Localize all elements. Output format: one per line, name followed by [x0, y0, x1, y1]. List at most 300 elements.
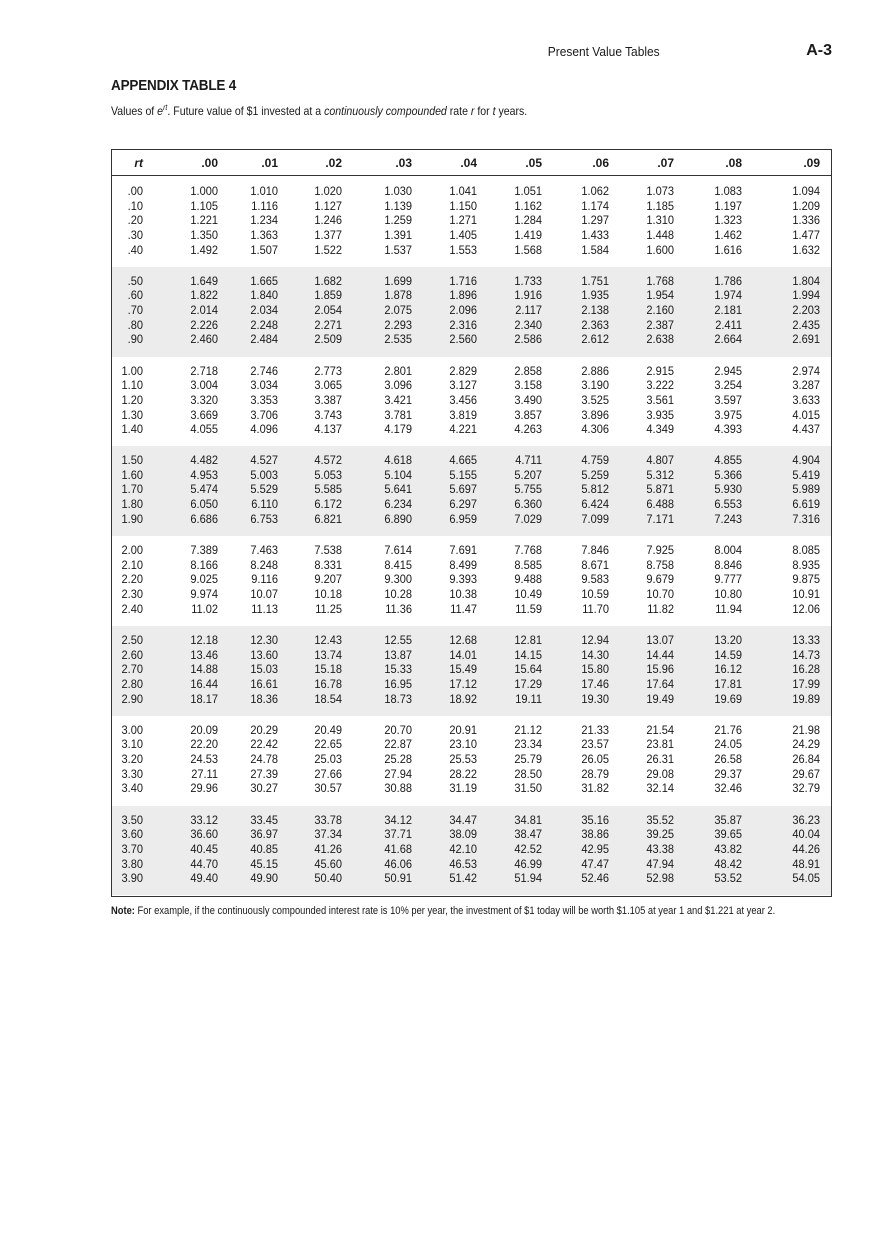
table-row — [112, 662, 831, 676]
table-cell: 8.585 — [514, 557, 542, 572]
table-cell: 5.755 — [514, 482, 542, 497]
table-cell: 26.84 — [792, 751, 820, 766]
table-cell: 1.051 — [514, 184, 542, 198]
rt-value: .20 — [127, 213, 143, 227]
note-label: Note: — [111, 905, 135, 917]
table-cell: 29.96 — [190, 781, 218, 796]
table-cell: 1.507 — [250, 242, 278, 257]
table-cell: 3.387 — [314, 392, 342, 407]
table-cell: 6.297 — [449, 497, 477, 512]
rt-value: .60 — [127, 288, 143, 303]
table-cell: 4.263 — [514, 422, 542, 437]
table-cell: 40.85 — [250, 841, 278, 856]
table-row — [112, 318, 831, 332]
table-cell: 1.822 — [190, 288, 218, 303]
table-cell: 3.190 — [581, 378, 609, 393]
table-cell: 1.974 — [714, 288, 742, 303]
table-cell: 2.460 — [190, 332, 218, 347]
table-cell: 5.003 — [250, 467, 278, 482]
table-cell: 4.527 — [250, 453, 278, 468]
table-cell: 21.33 — [581, 722, 609, 737]
table-row — [112, 587, 831, 601]
table-cell: 2.316 — [449, 317, 477, 332]
table-cell: 11.25 — [315, 601, 342, 616]
table-cell: 31.82 — [581, 781, 609, 796]
table-cell: 18.36 — [250, 691, 278, 706]
table-cell: 6.821 — [314, 511, 342, 526]
table-row — [112, 813, 831, 827]
table-cell: 5.474 — [190, 482, 218, 497]
table-block — [112, 357, 831, 447]
table-cell: 1.804 — [792, 273, 820, 288]
caption-exponent: rt — [163, 103, 168, 112]
table-cell: 15.80 — [581, 662, 609, 676]
table-cell: 6.686 — [190, 511, 218, 526]
rt-value: 1.80 — [121, 497, 143, 512]
table-cell: 25.28 — [384, 751, 412, 766]
table-cell: 1.174 — [581, 198, 609, 213]
table-cell: 23.10 — [449, 737, 477, 752]
table-cell: 3.096 — [384, 378, 412, 393]
table-cell: 32.14 — [646, 781, 674, 796]
table-cell: 22.65 — [314, 737, 342, 752]
table-cell: 25.79 — [514, 751, 542, 766]
table-cell: 21.76 — [714, 722, 742, 737]
table-cell: 4.393 — [714, 422, 742, 437]
table-cell: 4.055 — [190, 422, 218, 437]
table-row — [112, 752, 831, 766]
table-cell: 6.890 — [384, 511, 412, 526]
table-cell: 10.80 — [714, 587, 742, 602]
table-cell: 16.28 — [792, 662, 820, 676]
table-cell: 8.758 — [646, 557, 674, 572]
table-cell: 48.91 — [792, 856, 820, 871]
table-cell: 24.29 — [792, 737, 820, 752]
table-cell: 39.25 — [646, 827, 674, 842]
table-cell: 7.691 — [449, 543, 477, 558]
rt-value: 1.10 — [121, 378, 143, 393]
table-cell: 3.320 — [190, 392, 218, 407]
table-cell: 18.92 — [449, 691, 477, 706]
table-note — [111, 905, 775, 917]
table-cell: 4.665 — [449, 453, 477, 468]
table-cell: 2.638 — [646, 332, 674, 347]
table-cell: 2.945 — [714, 363, 742, 378]
table-cell: 28.22 — [449, 766, 477, 781]
table-cell: 1.682 — [314, 273, 342, 288]
caption-italic: continuously compounded — [324, 104, 447, 118]
table-cell: 5.419 — [792, 467, 820, 482]
table-cell: 34.81 — [514, 812, 542, 827]
table-cell: 7.099 — [581, 511, 609, 526]
table-cell: 31.19 — [449, 781, 477, 796]
table-cell: 1.259 — [384, 213, 412, 227]
table-cell: 31.50 — [514, 781, 542, 796]
table-row — [112, 677, 831, 691]
table-cell: 10.59 — [581, 587, 609, 602]
table-cell: 6.050 — [190, 497, 218, 512]
column-header: .03 — [395, 156, 412, 170]
table-row — [112, 482, 831, 496]
rt-value: .90 — [127, 332, 143, 347]
table-row — [112, 692, 831, 706]
table-cell: 52.46 — [581, 871, 609, 886]
column-header: .05 — [525, 156, 542, 170]
table-cell: 2.203 — [792, 302, 820, 317]
table-cell: 8.166 — [190, 557, 218, 572]
table-cell: 22.20 — [190, 737, 218, 752]
table-header-row — [112, 150, 831, 176]
table-cell: 2.181 — [714, 302, 742, 317]
table-cell: 4.221 — [449, 422, 477, 437]
table-cell: 1.116 — [251, 198, 278, 213]
rt-value: 1.60 — [121, 467, 143, 482]
table-cell: 1.246 — [314, 213, 342, 227]
table-cell: 33.45 — [250, 812, 278, 827]
table-cell: 47.47 — [581, 856, 609, 871]
table-cell: 40.04 — [792, 827, 820, 842]
table-cell: 3.287 — [792, 378, 820, 393]
table-cell: 26.58 — [714, 751, 742, 766]
table-cell: 6.553 — [714, 497, 742, 512]
table-cell: 15.33 — [384, 662, 412, 676]
table-cell: 13.74 — [314, 647, 342, 662]
table-cell: 5.641 — [384, 482, 412, 497]
table-cell: 12.55 — [384, 633, 412, 647]
table-cell: 18.73 — [384, 691, 412, 706]
table-cell: 1.363 — [250, 228, 278, 242]
table-cell: 19.69 — [714, 691, 742, 706]
table-cell: 1.020 — [314, 184, 342, 198]
table-cell: 6.619 — [792, 497, 820, 512]
running-header — [0, 40, 880, 64]
table-cell: 2.117 — [515, 302, 542, 317]
rt-value: 2.60 — [121, 647, 143, 662]
table-cell: 3.004 — [190, 378, 218, 393]
table-cell: 21.12 — [514, 722, 542, 737]
table-row — [112, 648, 831, 662]
table-cell: 5.585 — [314, 482, 342, 497]
caption-t: t — [492, 104, 496, 118]
table-cell: 5.312 — [646, 467, 674, 482]
table-cell: 3.254 — [714, 378, 742, 393]
table-row — [112, 737, 831, 751]
table-row — [112, 199, 831, 213]
table-cell: 14.73 — [792, 647, 820, 662]
table-cell: 1.954 — [646, 288, 674, 303]
table-cell: 3.127 — [449, 378, 477, 393]
table-cell: 10.18 — [314, 587, 342, 602]
table-cell: 4.953 — [190, 467, 218, 482]
table-cell: 53.52 — [714, 871, 742, 886]
rt-value: 3.60 — [121, 827, 143, 842]
table-cell: 2.271 — [314, 317, 342, 332]
table-caption — [111, 103, 527, 118]
table-cell: 19.30 — [581, 691, 609, 706]
table-cell: 19.11 — [515, 691, 542, 706]
table-cell: 45.60 — [314, 856, 342, 871]
table-cell: 21.54 — [646, 722, 674, 737]
column-header: .06 — [592, 156, 609, 170]
rt-value: 2.10 — [121, 557, 143, 572]
table-row — [112, 871, 831, 885]
table-cell: 4.855 — [714, 453, 742, 468]
table-cell: 15.18 — [314, 662, 342, 676]
table-cell: 8.415 — [384, 557, 412, 572]
table-cell: 1.391 — [384, 228, 412, 242]
table-cell: 3.353 — [250, 392, 278, 407]
table-row — [112, 332, 831, 346]
table-cell: 2.363 — [581, 317, 609, 332]
table-cell: 3.490 — [514, 392, 542, 407]
rt-value: .70 — [127, 302, 143, 317]
table-cell: 17.46 — [581, 677, 609, 691]
table-block — [112, 716, 831, 806]
table-cell: 37.34 — [314, 827, 342, 842]
table-cell: 11.02 — [191, 601, 218, 616]
rt-value: 1.40 — [121, 422, 143, 437]
table-cell: 12.81 — [514, 633, 542, 647]
table-cell: 5.053 — [314, 467, 342, 482]
table-cell: 15.49 — [449, 662, 477, 676]
table-cell: 1.350 — [190, 228, 218, 242]
column-header: .00 — [201, 156, 218, 170]
rt-value: .00 — [127, 184, 143, 198]
rt-value: 3.70 — [121, 841, 143, 856]
table-cell: 50.40 — [314, 871, 342, 886]
table-cell: 7.171 — [646, 511, 674, 526]
table-cell: 3.857 — [514, 407, 542, 422]
table-cell: 30.57 — [314, 781, 342, 796]
table-row — [112, 827, 831, 841]
table-cell: 1.600 — [646, 242, 674, 257]
table-cell: 1.751 — [581, 273, 609, 288]
table-cell: 1.284 — [514, 213, 542, 227]
table-cell: 29.08 — [646, 766, 674, 781]
table-cell: 3.597 — [714, 392, 742, 407]
table-cell: 9.679 — [646, 572, 674, 587]
table-cell: 1.994 — [792, 288, 820, 303]
table-cell: 10.07 — [250, 587, 278, 602]
table-cell: 1.462 — [714, 228, 742, 242]
table-cell: 42.95 — [581, 841, 609, 856]
table-cell: 22.87 — [384, 737, 412, 752]
table-row — [112, 558, 831, 572]
table-cell: 7.389 — [190, 543, 218, 558]
table-cell: 23.34 — [514, 737, 542, 752]
column-header: .04 — [460, 156, 477, 170]
table-cell: 1.935 — [581, 288, 609, 303]
table-cell: 2.248 — [250, 317, 278, 332]
table-cell: 13.07 — [646, 633, 674, 647]
table-cell: 2.612 — [581, 332, 609, 347]
table-cell: 1.010 — [250, 184, 278, 198]
table-cell: 1.448 — [646, 228, 674, 242]
table-cell: 14.30 — [581, 647, 609, 662]
table-cell: 23.81 — [646, 737, 674, 752]
table-cell: 42.10 — [449, 841, 477, 856]
table-cell: 1.185 — [646, 198, 674, 213]
table-cell: 3.034 — [250, 378, 278, 393]
table-row — [112, 288, 831, 302]
table-row — [112, 422, 831, 436]
table-cell: 26.31 — [646, 751, 674, 766]
table-cell: 18.17 — [190, 691, 218, 706]
table-cell: 1.297 — [581, 213, 609, 227]
table-cell: 16.44 — [190, 677, 218, 691]
table-cell: 2.014 — [190, 302, 218, 317]
table-cell: 2.054 — [314, 302, 342, 317]
table-row — [112, 213, 831, 227]
table-cell: 2.509 — [314, 332, 342, 347]
table-cell: 11.47 — [450, 601, 477, 616]
table-cell: 9.777 — [714, 572, 742, 587]
table-cell: 2.829 — [449, 363, 477, 378]
table-cell: 2.138 — [581, 302, 609, 317]
table-cell: 29.67 — [792, 766, 820, 781]
table-cell: 4.179 — [384, 422, 412, 437]
caption-mid: . Future value of $1 invested at a — [167, 104, 325, 118]
table-cell: 49.40 — [190, 871, 218, 886]
table-cell: 9.300 — [384, 572, 412, 587]
table-cell: 38.47 — [514, 827, 542, 842]
table-cell: 6.959 — [449, 511, 477, 526]
rt-value: 1.00 — [121, 363, 143, 378]
table-cell: 14.01 — [449, 647, 477, 662]
table-cell: 11.82 — [647, 601, 674, 616]
table-cell: 35.87 — [714, 812, 742, 827]
table-row — [112, 857, 831, 871]
table-cell: 38.86 — [581, 827, 609, 842]
note-text: For example, if the continuously compounded interest rate is 10% per year, the investment of $1 today will be worth $1.105 at year 1 and $1.221 at year 2. — [134, 905, 776, 917]
table-cell: 23.57 — [581, 737, 609, 752]
table-cell: 2.484 — [250, 332, 278, 347]
table-cell: 3.633 — [792, 392, 820, 407]
table-cell: 1.522 — [314, 242, 342, 257]
rt-value: 3.50 — [121, 812, 143, 827]
table-cell: 54.05 — [792, 871, 820, 886]
table-cell: 1.859 — [314, 288, 342, 303]
table-cell: 12.06 — [792, 601, 820, 616]
table-cell: 2.435 — [792, 317, 820, 332]
table-cell: 1.419 — [514, 228, 542, 242]
table-cell: 17.29 — [514, 677, 542, 691]
table-cell: 9.583 — [581, 572, 609, 587]
table-cell: 4.096 — [250, 422, 278, 437]
table-cell: 3.561 — [646, 392, 674, 407]
table-row — [112, 378, 831, 392]
table-cell: 44.70 — [190, 856, 218, 871]
table-cell: 2.974 — [792, 363, 820, 378]
column-header: .01 — [261, 156, 278, 170]
table-cell: 1.553 — [449, 242, 477, 257]
table-cell: 4.904 — [792, 453, 820, 468]
table-cell: 9.488 — [514, 572, 542, 587]
table-cell: 1.094 — [792, 184, 820, 198]
table-cell: 1.665 — [250, 273, 278, 288]
table-cell: 7.846 — [581, 543, 609, 558]
table-cell: 4.618 — [384, 453, 412, 468]
table-cell: 35.16 — [581, 812, 609, 827]
table-cell: 1.336 — [792, 213, 820, 227]
table-cell: 24.05 — [714, 737, 742, 752]
caption-for: for — [474, 104, 493, 118]
table-cell: 40.45 — [190, 841, 218, 856]
table-cell: 2.096 — [449, 302, 477, 317]
table-cell: 17.64 — [646, 677, 674, 691]
table-cell: 1.537 — [384, 242, 412, 257]
table-cell: 8.935 — [792, 557, 820, 572]
table-cell: 7.316 — [792, 511, 820, 526]
table-cell: 32.46 — [714, 781, 742, 796]
table-cell: 25.03 — [314, 751, 342, 766]
table-cell: 3.896 — [581, 407, 609, 422]
table-cell: 3.222 — [646, 378, 674, 393]
table-cell: 1.840 — [250, 288, 278, 303]
table-cell: 1.030 — [384, 184, 412, 198]
table-cell: 46.99 — [514, 856, 542, 871]
table-cell: 1.234 — [250, 213, 278, 227]
table-row — [112, 184, 831, 198]
table-cell: 1.768 — [646, 273, 674, 288]
table-cell: 8.004 — [714, 543, 742, 558]
table-row — [112, 497, 831, 511]
table-row — [112, 767, 831, 781]
table-cell: 27.94 — [384, 766, 412, 781]
table-cell: 44.26 — [792, 841, 820, 856]
table-row — [112, 468, 831, 482]
table-cell: 35.52 — [646, 812, 674, 827]
table-cell: 38.09 — [449, 827, 477, 842]
column-header: rt — [134, 156, 143, 170]
table-cell: 41.68 — [384, 841, 412, 856]
column-header: .08 — [725, 156, 742, 170]
table-cell: 25.53 — [449, 751, 477, 766]
table-cell: 28.50 — [514, 766, 542, 781]
table-cell: 12.30 — [250, 633, 278, 647]
table-row — [112, 723, 831, 737]
table-cell: 16.61 — [250, 677, 278, 691]
table-cell: 9.207 — [314, 572, 342, 587]
table-cell: 12.43 — [314, 633, 342, 647]
column-header: .02 — [325, 156, 342, 170]
table-cell: 5.207 — [514, 467, 542, 482]
table-cell: 32.79 — [792, 781, 820, 796]
rt-value: 2.90 — [121, 691, 143, 706]
table-cell: 2.773 — [314, 363, 342, 378]
rt-value: .80 — [127, 317, 143, 332]
rt-value: 1.30 — [121, 407, 143, 422]
table-block — [112, 536, 831, 626]
table-cell: 1.000 — [190, 184, 218, 198]
table-cell: 51.94 — [514, 871, 542, 886]
table-cell: 4.349 — [646, 422, 674, 437]
table-cell: 52.98 — [646, 871, 674, 886]
rt-value: .50 — [127, 273, 143, 288]
table-cell: 10.91 — [792, 587, 820, 602]
rt-value: 3.10 — [121, 737, 143, 752]
rt-value: 1.70 — [121, 482, 143, 497]
table-cell: 1.105 — [190, 198, 218, 213]
table-block — [112, 446, 831, 536]
table-cell: 18.54 — [314, 691, 342, 706]
table-cell: 47.94 — [646, 856, 674, 871]
table-row — [112, 453, 831, 467]
table-cell: 9.116 — [251, 572, 278, 587]
table-cell: 1.733 — [514, 273, 542, 288]
rt-value: 3.90 — [121, 871, 143, 886]
table-cell: 20.91 — [449, 722, 477, 737]
